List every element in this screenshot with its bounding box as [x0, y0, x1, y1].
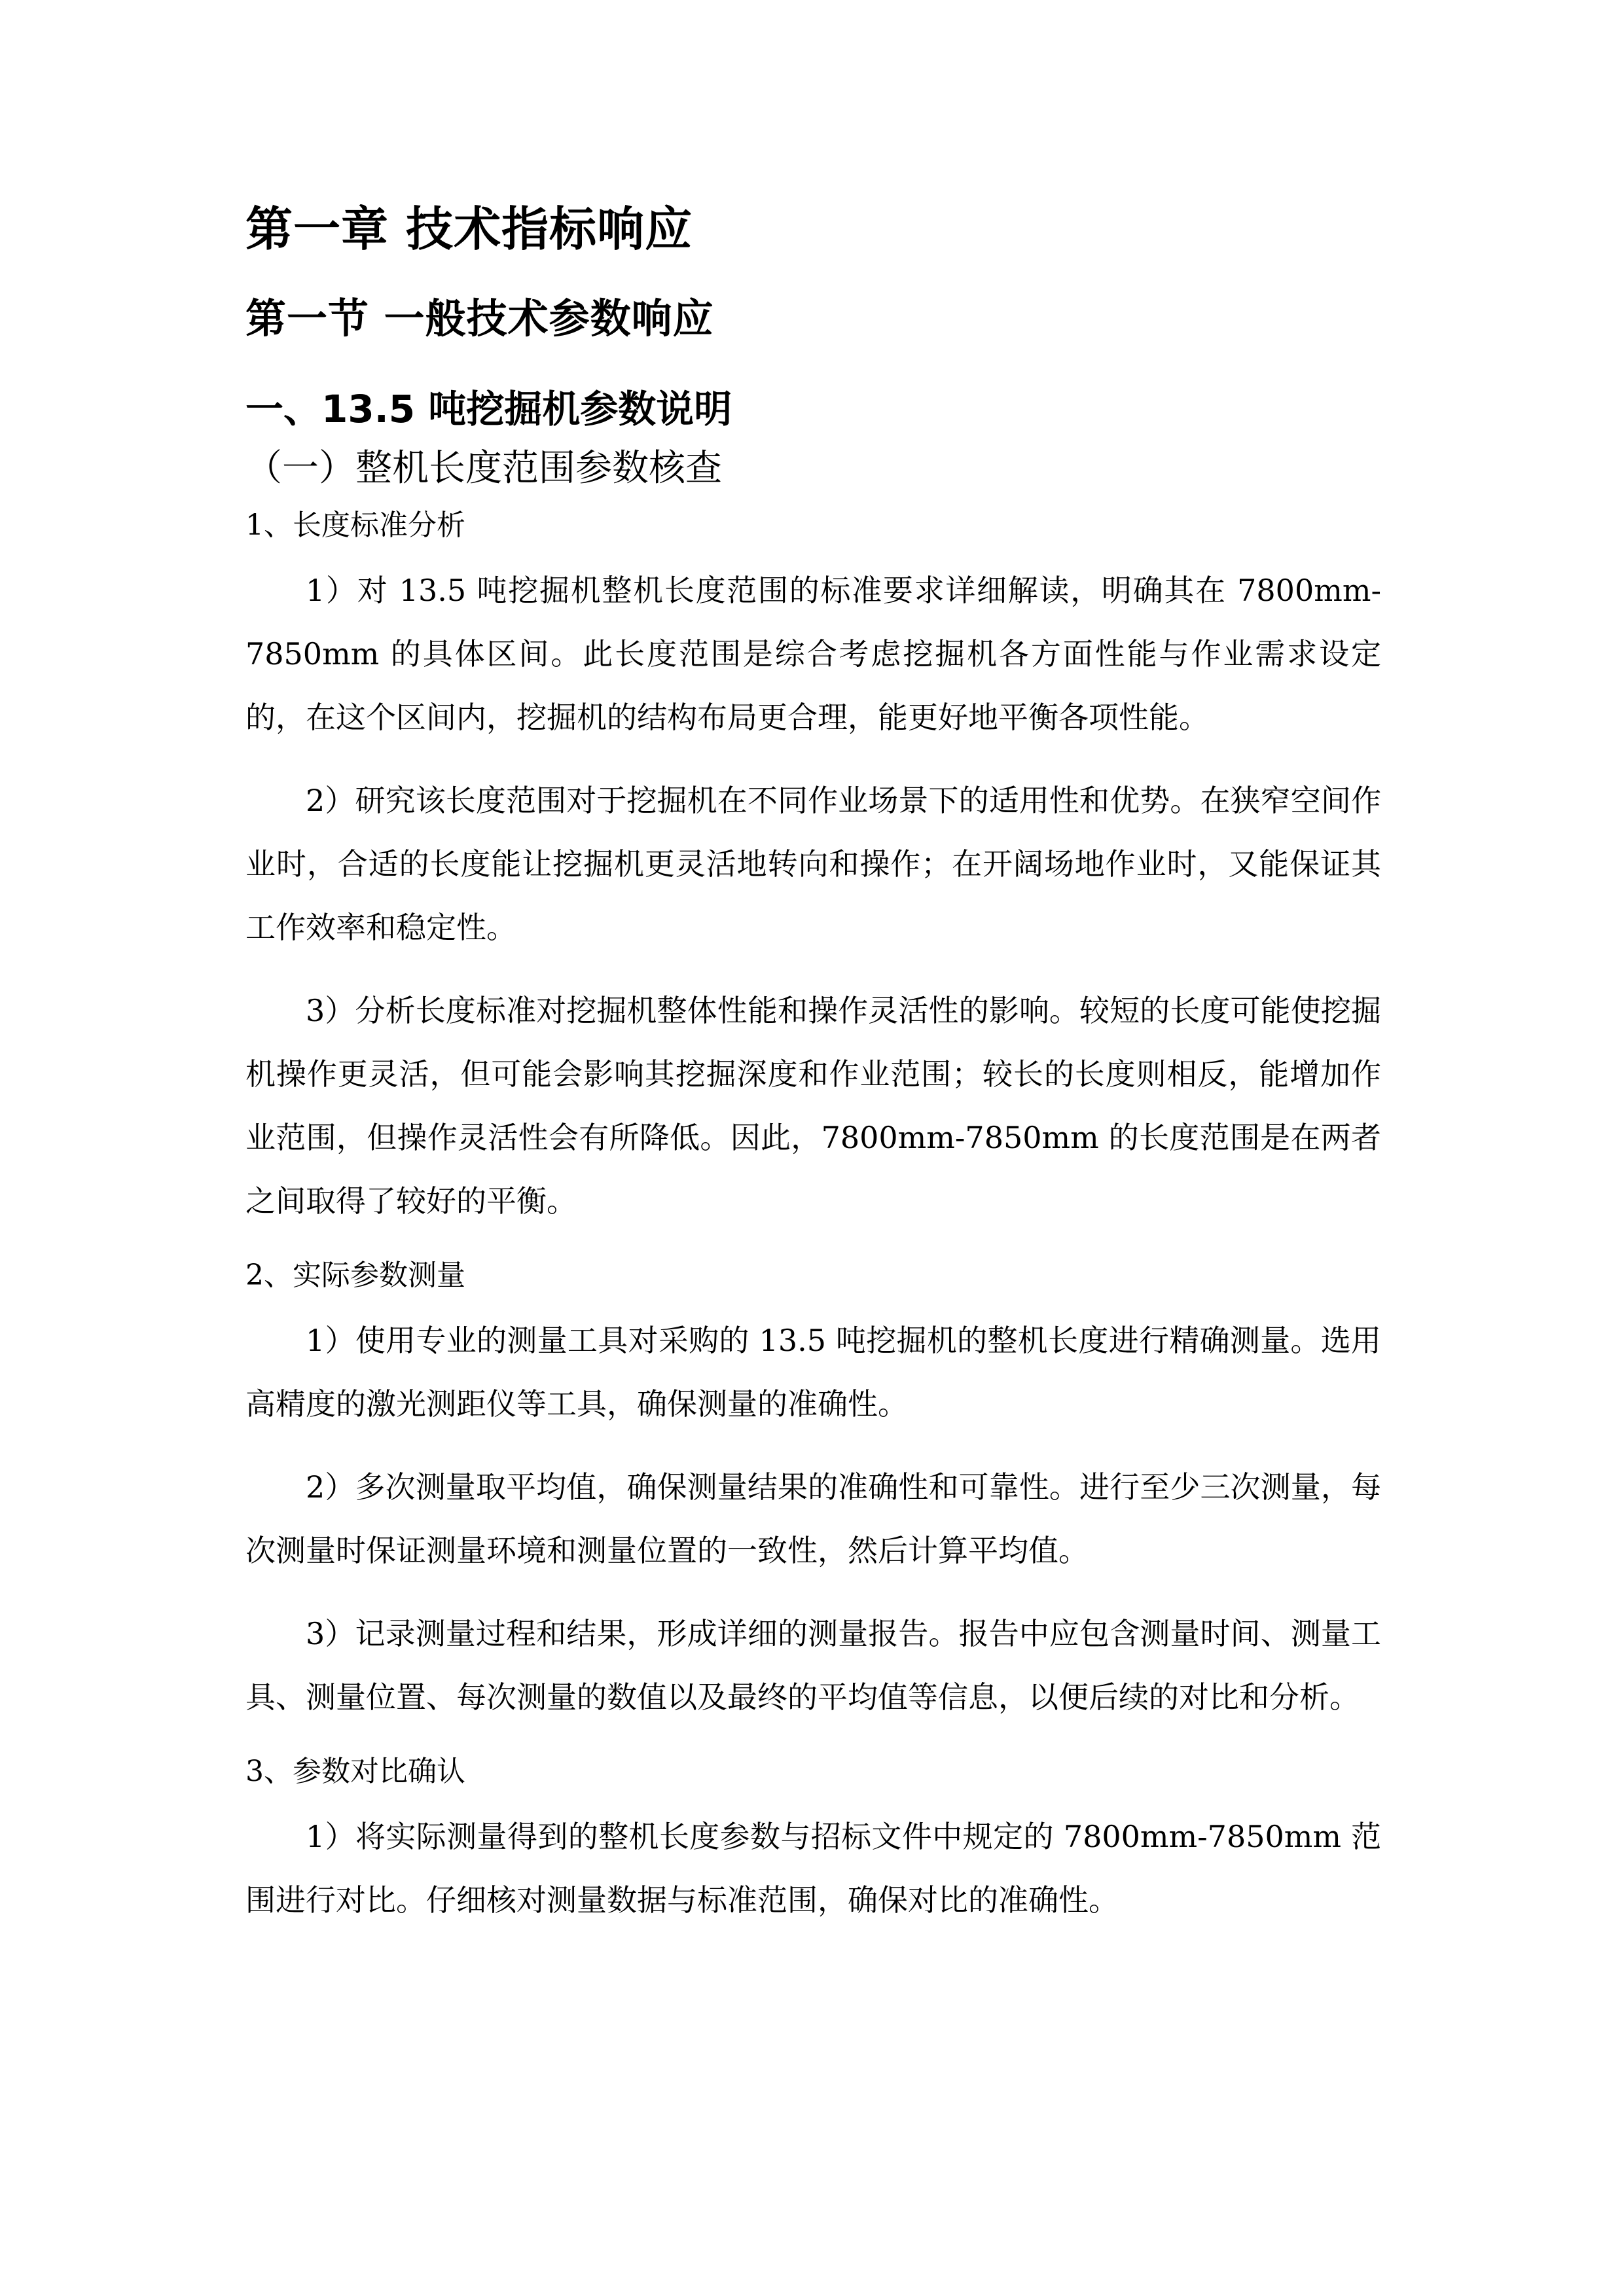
chapter-title: 第一章 技术指标响应: [245, 202, 693, 257]
paragraph: 1）使用专业的测量工具对采购的 13.5 吨挖掘机的整机长度进行精确测量。选用高精度的激光测距仪等工具，确保测量的准确性。: [245, 1323, 1381, 1422]
paragraph: 2）多次测量取平均值，确保测量结果的准确性和可靠性。进行至少三次测量，每次测量时保证测量环境和测量位置的一致性，然后计算平均值。: [245, 1469, 1381, 1568]
group-actual-measurement: [245, 1253, 1381, 1729]
paragraph: 1）对 13.5 吨挖掘机整机长度范围的标准要求详细解读，明确其在 7800mm-7850mm 的具体区间。此长度范围是综合考虑挖掘机各方面性能与作业需求设定的，在这个区间内，挖掘机的结构布局更合理，能更好地平衡各项性能。: [245, 573, 1381, 735]
group-parameter-comparison: [245, 1749, 1381, 1932]
paragraph: 3）分析长度标准对挖掘机整体性能和操作灵活性的影响。较短的长度可能使挖掘机操作更灵活，但可能会影响其挖掘深度和作业范围；较长的长度则相反，能增加作业范围，但操作灵活性会有所降低。因此，7800mm-7850mm 的长度范围是在两者之间取得了较好的平衡。: [245, 993, 1381, 1219]
group-heading: 2、实际参数测量: [245, 1259, 465, 1292]
paragraph: 2）研究该长度范围对于挖掘机在不同作业场景下的适用性和优势。在狭窄空间作业时，合适的长度能让挖掘机更灵活地转向和操作；在开阔场地作业时，又能保证其工作效率和稳定性。: [245, 783, 1381, 945]
section-title: 第一节 一般技术参数响应: [245, 295, 714, 342]
paragraph: 3）记录测量过程和结果，形成详细的测量报告。报告中应包含测量时间、测量工具、测量位置、每次测量的数值以及最终的平均值等信息，以便后续的对比和分析。: [245, 1616, 1381, 1715]
group-heading: 3、参数对比确认: [245, 1755, 465, 1788]
paragraph: 1）将实际测量得到的整机长度参数与招标文件中规定的 7800mm-7850mm 范围进行对比。仔细核对测量数据与标准范围，确保对比的准确性。: [245, 1819, 1381, 1918]
subsection-title: 一、13.5 吨挖掘机参数说明: [245, 387, 732, 431]
group-heading: 1、长度标准分析: [245, 509, 465, 542]
group-length-standard: [245, 503, 1381, 1233]
document-page: [245, 196, 1381, 1946]
item-title: （一）整机长度范围参数核查: [245, 447, 722, 490]
